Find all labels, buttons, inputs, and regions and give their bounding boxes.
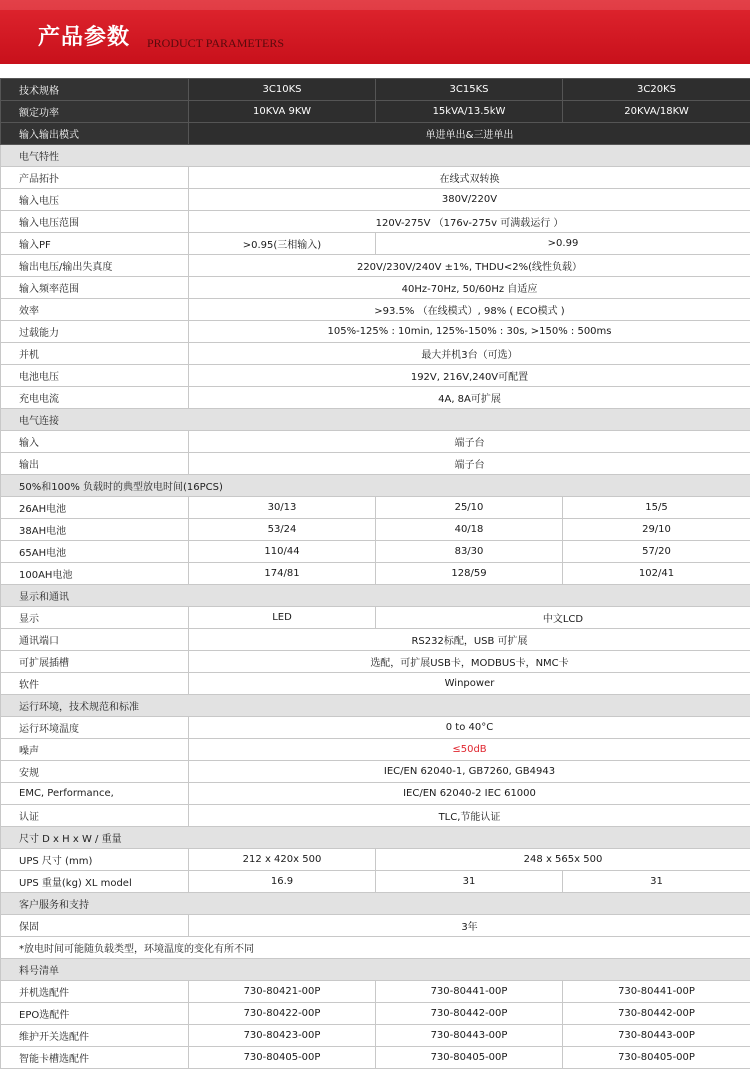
- row-value: 83/30: [376, 541, 563, 563]
- section-title: 运行环境，技术规范和标准: [1, 695, 750, 717]
- row-value: 最大并机3台（可选）: [189, 343, 750, 365]
- table-row: [1, 453, 750, 475]
- row-value: 730-80405-00P: [563, 1047, 750, 1069]
- row-value: 中文LCD: [376, 607, 750, 629]
- row-value: 105%-125% : 10min, 125%-150% : 30s, >150% : 500ms: [189, 321, 750, 343]
- page-subtitle: PRODUCT PARAMETERS: [147, 36, 285, 50]
- row-value: 0 to 40°C: [189, 717, 750, 739]
- row-label: 可扩展插槽: [1, 651, 189, 673]
- row-value: 选配，可扩展USB卡，MODBUS卡，NMC卡: [189, 651, 750, 673]
- row-label: 充电电流: [1, 387, 189, 409]
- row-value: 3年: [189, 915, 750, 937]
- table-row: [1, 387, 750, 409]
- table-row: [1, 651, 750, 673]
- row-label: 输入输出模式: [1, 123, 189, 145]
- row-value: >0.95(三相输入): [189, 233, 376, 255]
- table-row: [1, 497, 750, 519]
- table-row: [1, 519, 750, 541]
- row-value: 3C20KS: [563, 79, 750, 101]
- table-row: [1, 321, 750, 343]
- row-value: ≤50dB: [189, 739, 750, 761]
- row-value: IEC/EN 62040-2 IEC 61000: [189, 783, 750, 805]
- table-row: [1, 299, 750, 321]
- table-row: [1, 167, 750, 189]
- row-label: 输入频率范围: [1, 277, 189, 299]
- table-row: [1, 871, 750, 893]
- row-label: 电池电压: [1, 365, 189, 387]
- section-title: 料号清单: [1, 959, 750, 981]
- section-header-row: [1, 585, 750, 607]
- row-label: 产品拓扑: [1, 167, 189, 189]
- row-label: 输入电压范围: [1, 211, 189, 233]
- row-value: 730-80443-00P: [376, 1025, 563, 1047]
- table-row: [1, 431, 750, 453]
- row-value: 220V/230V/240V ±1%, THDU<2%(线性负载）: [189, 255, 750, 277]
- row-label: 技术规格: [1, 79, 189, 101]
- row-value: TLC,节能认证: [189, 805, 750, 827]
- row-label: EMC, Performance,: [1, 783, 189, 805]
- table-row: [1, 629, 750, 651]
- row-value: 在线式双转换: [189, 167, 750, 189]
- row-value: 25/10: [376, 497, 563, 519]
- row-label: 并机选配件: [1, 981, 189, 1003]
- row-value: 730-80422-00P: [189, 1003, 376, 1025]
- section-title: 50%和100% 负载时的典型放电时间(16PCS): [1, 475, 750, 497]
- section-header-row: [1, 145, 750, 167]
- section-title: 尺寸 D x H x W / 重量: [1, 827, 750, 849]
- table-row: [1, 739, 750, 761]
- table-row: [1, 849, 750, 871]
- row-value: 31: [563, 871, 750, 893]
- row-label: 38AH电池: [1, 519, 189, 541]
- section-title: 客户服务和支持: [1, 893, 750, 915]
- table-row: [1, 255, 750, 277]
- row-value: 15kVA/13.5kW: [376, 101, 563, 123]
- row-value: >93.5% （在线模式）, 98% ( ECO模式 ): [189, 299, 750, 321]
- header-row: [1, 79, 750, 101]
- note-row: [1, 937, 750, 959]
- row-value: 730-80441-00P: [376, 981, 563, 1003]
- table-row: [1, 805, 750, 827]
- section-header-row: [1, 959, 750, 981]
- row-label: 维护开关选配件: [1, 1025, 189, 1047]
- row-label: 额定功率: [1, 101, 189, 123]
- table-row: [1, 1025, 750, 1047]
- table-row: [1, 541, 750, 563]
- row-label: 26AH电池: [1, 497, 189, 519]
- section-header-row: [1, 827, 750, 849]
- table-row: [1, 277, 750, 299]
- page-header-banner: [0, 0, 750, 64]
- table-row: [1, 673, 750, 695]
- row-label: UPS 尺寸 (mm): [1, 849, 189, 871]
- row-value: 15/5: [563, 497, 750, 519]
- row-label: 噪声: [1, 739, 189, 761]
- row-value: 4A, 8A可扩展: [189, 387, 750, 409]
- row-value: 3C10KS: [189, 79, 376, 101]
- row-label: 100AH电池: [1, 563, 189, 585]
- row-value: 120V-275V （176v-275v 可满载运行 ）: [189, 211, 750, 233]
- page-title: 产品参数: [38, 25, 131, 50]
- row-value: 730-80443-00P: [563, 1025, 750, 1047]
- row-value: 730-80423-00P: [189, 1025, 376, 1047]
- row-value: >0.99: [376, 233, 750, 255]
- row-label: EPO选配件: [1, 1003, 189, 1025]
- row-label: 输出电压/输出失真度: [1, 255, 189, 277]
- row-label: 过载能力: [1, 321, 189, 343]
- row-label: 显示: [1, 607, 189, 629]
- row-value: 730-80421-00P: [189, 981, 376, 1003]
- section-header-row: [1, 475, 750, 497]
- row-value: 单进单出&三进单出: [189, 123, 750, 145]
- row-value: 端子台: [189, 453, 750, 475]
- row-value: 248 x 565x 500: [376, 849, 750, 871]
- row-value: 730-80405-00P: [189, 1047, 376, 1069]
- row-value: 192V, 216V,240V可配置: [189, 365, 750, 387]
- row-label: 输入: [1, 431, 189, 453]
- table-row: [1, 1003, 750, 1025]
- row-value: 730-80441-00P: [563, 981, 750, 1003]
- table-row: [1, 981, 750, 1003]
- row-value: 3C15KS: [376, 79, 563, 101]
- table-row: [1, 761, 750, 783]
- section-title: 显示和通讯: [1, 585, 750, 607]
- row-label: 效率: [1, 299, 189, 321]
- row-label: 通讯端口: [1, 629, 189, 651]
- row-value: 380V/220V: [189, 189, 750, 211]
- row-value: Winpower: [189, 673, 750, 695]
- spec-table: [0, 78, 750, 1069]
- row-value: 730-80442-00P: [563, 1003, 750, 1025]
- row-label: 输入电压: [1, 189, 189, 211]
- table-row: [1, 915, 750, 937]
- table-row: [1, 783, 750, 805]
- row-value: 16.9: [189, 871, 376, 893]
- row-value: 20KVA/18KW: [563, 101, 750, 123]
- row-value: RS232标配，USB 可扩展: [189, 629, 750, 651]
- table-row: [1, 233, 750, 255]
- row-value: 730-80405-00P: [376, 1047, 563, 1069]
- header-row: [1, 123, 750, 145]
- row-value: 174/81: [189, 563, 376, 585]
- row-value: 730-80442-00P: [376, 1003, 563, 1025]
- row-label: 运行环境温度: [1, 717, 189, 739]
- row-label: 安规: [1, 761, 189, 783]
- row-value: 端子台: [189, 431, 750, 453]
- row-label: 输出: [1, 453, 189, 475]
- row-value: 31: [376, 871, 563, 893]
- row-label: 软件: [1, 673, 189, 695]
- row-label: 65AH电池: [1, 541, 189, 563]
- row-value: 212 x 420x 500: [189, 849, 376, 871]
- row-value: 29/10: [563, 519, 750, 541]
- row-label: 保固: [1, 915, 189, 937]
- row-label: 智能卡槽选配件: [1, 1047, 189, 1069]
- section-title: 电气特性: [1, 145, 750, 167]
- row-value: 53/24: [189, 519, 376, 541]
- row-label: UPS 重量(kg) XL model: [1, 871, 189, 893]
- row-value: 40/18: [376, 519, 563, 541]
- row-value: IEC/EN 62040-1, GB7260, GB4943: [189, 761, 750, 783]
- table-row: [1, 343, 750, 365]
- banner-highlight: [0, 0, 750, 10]
- row-value: 102/41: [563, 563, 750, 585]
- table-row: [1, 189, 750, 211]
- table-row: [1, 717, 750, 739]
- row-value: 10KVA 9KW: [189, 101, 376, 123]
- table-row: [1, 563, 750, 585]
- row-value: 57/20: [563, 541, 750, 563]
- table-row: [1, 211, 750, 233]
- header-row: [1, 101, 750, 123]
- table-row: [1, 607, 750, 629]
- section-title: 电气连接: [1, 409, 750, 431]
- row-label: 输入PF: [1, 233, 189, 255]
- row-label: 并机: [1, 343, 189, 365]
- section-header-row: [1, 695, 750, 717]
- footnote-text: *放电时间可能随负载类型，环境温度的变化有所不同: [1, 937, 750, 959]
- section-header-row: [1, 893, 750, 915]
- row-value: 128/59: [376, 563, 563, 585]
- row-value: LED: [189, 607, 376, 629]
- table-row: [1, 1047, 750, 1069]
- row-value: 40Hz-70Hz, 50/60Hz 自适应: [189, 277, 750, 299]
- row-value: 110/44: [189, 541, 376, 563]
- table-row: [1, 365, 750, 387]
- row-label: 认证: [1, 805, 189, 827]
- row-value: 30/13: [189, 497, 376, 519]
- section-header-row: [1, 409, 750, 431]
